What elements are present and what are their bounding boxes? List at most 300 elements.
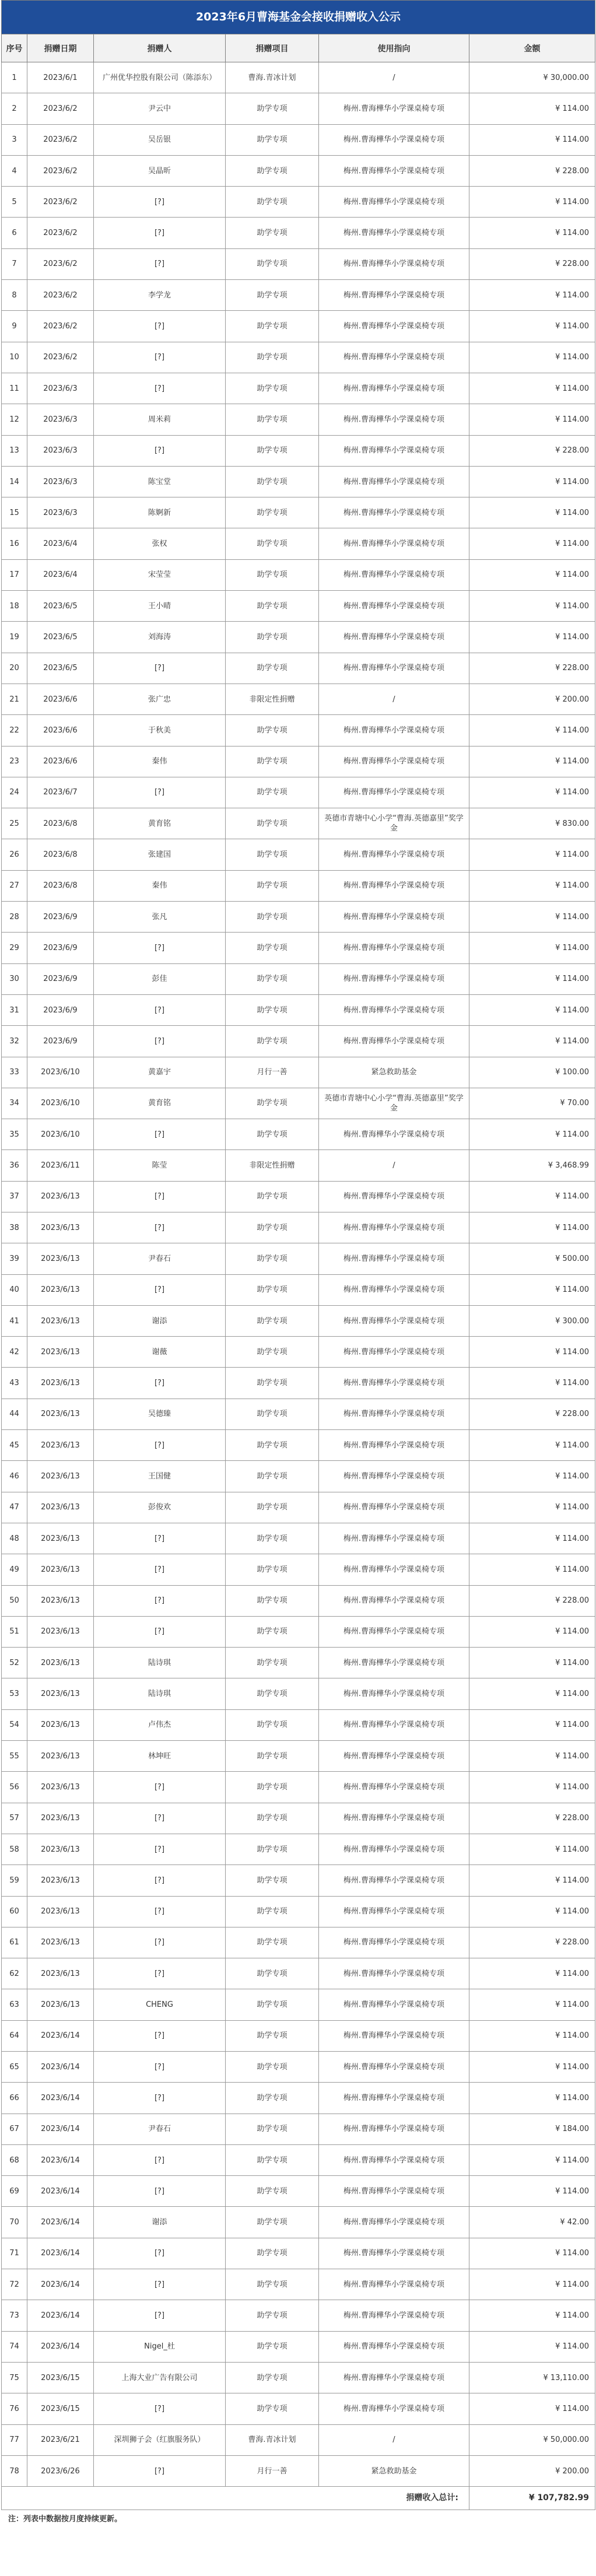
cell-amount: ¥ 13,110.00 [469,2362,595,2393]
cell-project: 曹海.青冰计划 [226,2424,319,2455]
cell-date: 2023/6/15 [27,2393,94,2424]
cell-donor: [?] [94,2052,226,2083]
cell-project: 助学专项 [226,528,319,559]
cell-usage: 紧急救助基金 [319,1057,469,1088]
cell-donor: [?] [94,1119,226,1150]
cell-usage: 梅州.曹海樺华小学课桌椅专项 [319,280,469,311]
cell-amount: ¥ 114.00 [469,466,595,497]
cell-project: 助学专项 [226,1181,319,1212]
cell-amount: ¥ 184.00 [469,2114,595,2144]
cell-project: 助学专项 [226,311,319,342]
cell-index: 32 [2,1026,27,1057]
cell-date: 2023/6/8 [27,870,94,901]
cell-index: 72 [2,2269,27,2300]
table-row [2,528,595,559]
cell-amount: ¥ 114.00 [469,1741,595,1772]
cell-amount: ¥ 114.00 [469,2144,595,2175]
cell-index: 46 [2,1461,27,1492]
cell-date: 2023/6/13 [27,1772,94,1803]
cell-date: 2023/6/4 [27,559,94,590]
cell-date: 2023/6/3 [27,435,94,466]
cell-project: 助学专项 [226,218,319,248]
cell-usage: 梅州.曹海樺华小学课桌椅专项 [319,124,469,155]
summary-row [2,2487,595,2510]
cell-usage: 梅州.曹海樺华小学课桌椅专项 [319,1492,469,1523]
cell-amount: ¥ 114.00 [469,1648,595,1678]
cell-date: 2023/6/14 [27,2331,94,2362]
table-row [2,497,595,528]
cell-index: 9 [2,311,27,342]
cell-amount: ¥ 500.00 [469,1243,595,1274]
table-row [2,1709,595,1740]
cell-donor: [?] [94,1212,226,1243]
cell-index: 63 [2,1989,27,2020]
cell-usage: 梅州.曹海樺华小学课桌椅专项 [319,528,469,559]
cell-date: 2023/6/13 [27,1803,94,1834]
table-row [2,559,595,590]
table-row [2,1337,595,1368]
cell-donor: [?] [94,2083,226,2114]
cell-donor: 广州优华控股有限公司（陈添东） [94,62,226,93]
cell-project: 月行一善 [226,2455,319,2486]
cell-donor: 陆诗琪 [94,1678,226,1709]
cell-donor: [?] [94,311,226,342]
cell-donor: 黄嘉宇 [94,1057,226,1088]
cell-date: 2023/6/2 [27,342,94,373]
cell-project: 助学专项 [226,994,319,1025]
cell-date: 2023/6/5 [27,622,94,653]
cell-date: 2023/6/13 [27,1678,94,1709]
cell-index: 41 [2,1305,27,1336]
cell-index: 62 [2,1958,27,1989]
cell-donor: [?] [94,218,226,248]
cell-index: 53 [2,1678,27,1709]
cell-index: 1 [2,62,27,93]
table-row [2,2052,595,2083]
cell-project: 助学专项 [226,1648,319,1678]
cell-usage: 梅州.曹海樺华小学课桌椅专项 [319,777,469,808]
cell-project: 助学专项 [226,1523,319,1554]
cell-project: 助学专项 [226,622,319,653]
cell-amount: ¥ 114.00 [469,1709,595,1740]
cell-usage: 梅州.曹海樺华小学课桌椅专项 [319,311,469,342]
cell-donor: [?] [94,187,226,218]
cell-amount: ¥ 228.00 [469,435,595,466]
cell-project: 助学专项 [226,280,319,311]
cell-usage: 梅州.曹海樺华小学课桌椅专项 [319,1368,469,1399]
donation-table [1,0,595,2510]
cell-amount: ¥ 114.00 [469,93,595,124]
cell-donor: Nigel_杜 [94,2331,226,2362]
cell-amount: ¥ 228.00 [469,1399,595,1429]
table-row [2,2300,595,2331]
cell-date: 2023/6/13 [27,1741,94,1772]
cell-index: 64 [2,2020,27,2051]
cell-index: 60 [2,1896,27,1927]
cell-amount: ¥ 114.00 [469,777,595,808]
cell-usage: 梅州.曹海樺华小学课桌椅专项 [319,933,469,963]
cell-date: 2023/6/8 [27,839,94,870]
cell-project: 助学专项 [226,653,319,684]
cell-index: 54 [2,1709,27,1740]
cell-project: 助学专项 [226,933,319,963]
cell-date: 2023/6/13 [27,1989,94,2020]
cell-usage: 梅州.曹海樺华小学课桌椅专项 [319,715,469,746]
table-row [2,1026,595,1057]
table-row [2,2144,595,2175]
table-row [2,963,595,994]
cell-usage: 梅州.曹海樺华小学课桌椅专项 [319,497,469,528]
cell-donor: [?] [94,2455,226,2486]
cell-donor: [?] [94,2020,226,2051]
cell-date: 2023/6/9 [27,1026,94,1057]
table-row [2,1243,595,1274]
cell-date: 2023/6/13 [27,1305,94,1336]
cell-index: 39 [2,1243,27,1274]
cell-date: 2023/6/2 [27,248,94,279]
cell-date: 2023/6/10 [27,1057,94,1088]
cell-index: 77 [2,2424,27,2455]
cell-usage: 梅州.曹海樺华小学课桌椅专项 [319,1461,469,1492]
cell-index: 16 [2,528,27,559]
cell-donor: 李学龙 [94,280,226,311]
cell-project: 助学专项 [226,1585,319,1616]
cell-index: 27 [2,870,27,901]
cell-donor: [?] [94,342,226,373]
cell-donor: [?] [94,1865,226,1896]
cell-usage: 梅州.曹海樺华小学课桌椅专项 [319,2144,469,2175]
cell-project: 助学专项 [226,1088,319,1119]
cell-project: 助学专项 [226,2083,319,2114]
table-row [2,715,595,746]
cell-amount: ¥ 114.00 [469,559,595,590]
cell-usage: 梅州.曹海樺华小学课桌椅专项 [319,1399,469,1429]
cell-date: 2023/6/14 [27,2020,94,2051]
cell-project: 助学专项 [226,124,319,155]
cell-usage: 梅州.曹海樺华小学课桌椅专项 [319,653,469,684]
cell-amount: ¥ 114.00 [469,870,595,901]
cell-amount: ¥ 114.00 [469,311,595,342]
cell-index: 26 [2,839,27,870]
cell-amount: ¥ 114.00 [469,1337,595,1368]
cell-donor: 秦伟 [94,870,226,901]
cell-amount: ¥ 114.00 [469,746,595,777]
cell-project: 助学专项 [226,902,319,933]
cell-index: 37 [2,1181,27,1212]
cell-date: 2023/6/3 [27,497,94,528]
cell-usage: 梅州.曹海樺华小学课桌椅专项 [319,2331,469,2362]
cell-date: 2023/6/3 [27,404,94,435]
cell-project: 助学专项 [226,1927,319,1958]
header-row [2,34,595,62]
cell-project: 助学专项 [226,1865,319,1896]
table-row [2,777,595,808]
table-body [2,62,595,2487]
header-usage: 使用指向 [319,34,469,62]
table-row [2,994,595,1025]
cell-project: 助学专项 [226,1896,319,1927]
cell-project: 助学专项 [226,93,319,124]
cell-date: 2023/6/5 [27,591,94,622]
cell-project: 助学专项 [226,2362,319,2393]
header-project: 捐赠项目 [226,34,319,62]
cell-project: 助学专项 [226,1554,319,1585]
cell-date: 2023/6/2 [27,218,94,248]
table-row [2,2393,595,2424]
cell-usage: 梅州.曹海樺华小学课桌椅专项 [319,1523,469,1554]
cell-usage: 梅州.曹海樺华小学课桌椅专项 [319,1865,469,1896]
cell-date: 2023/6/13 [27,1648,94,1678]
cell-date: 2023/6/21 [27,2424,94,2455]
cell-donor: 谢添 [94,2207,226,2238]
cell-project: 助学专项 [226,1803,319,1834]
cell-donor: [?] [94,2176,226,2207]
cell-usage: 梅州.曹海樺华小学课桌椅专项 [319,994,469,1025]
cell-index: 35 [2,1119,27,1150]
cell-project: 助学专项 [226,808,319,839]
cell-date: 2023/6/13 [27,1430,94,1461]
cell-donor: 张权 [94,528,226,559]
cell-index: 50 [2,1585,27,1616]
cell-index: 23 [2,746,27,777]
cell-date: 2023/6/26 [27,2455,94,2486]
cell-amount: ¥ 114.00 [469,2176,595,2207]
cell-amount: ¥ 114.00 [469,528,595,559]
cell-index: 8 [2,280,27,311]
cell-index: 19 [2,622,27,653]
cell-donor: [?] [94,1958,226,1989]
cell-project: 助学专项 [226,2052,319,2083]
cell-usage: 梅州.曹海樺华小学课桌椅专项 [319,902,469,933]
cell-date: 2023/6/13 [27,1368,94,1399]
cell-amount: ¥ 114.00 [469,1772,595,1803]
cell-project: 助学专项 [226,1337,319,1368]
cell-index: 6 [2,218,27,248]
cell-usage: 梅州.曹海樺华小学课桌椅专项 [319,2300,469,2331]
cell-donor: [?] [94,2300,226,2331]
cell-project: 助学专项 [226,342,319,373]
header-date: 捐赠日期 [27,34,94,62]
cell-date: 2023/6/14 [27,2269,94,2300]
table-row [2,1181,595,1212]
cell-amount: ¥ 114.00 [469,1430,595,1461]
cell-project: 助学专项 [226,1368,319,1399]
cell-date: 2023/6/14 [27,2114,94,2144]
cell-date: 2023/6/13 [27,1709,94,1740]
cell-date: 2023/6/13 [27,1399,94,1429]
cell-donor: 宋莹莹 [94,559,226,590]
table-row [2,435,595,466]
cell-date: 2023/6/5 [27,653,94,684]
cell-index: 59 [2,1865,27,1896]
cell-date: 2023/6/2 [27,124,94,155]
cell-index: 28 [2,902,27,933]
table-row [2,373,595,404]
cell-date: 2023/6/13 [27,1896,94,1927]
cell-date: 2023/6/2 [27,280,94,311]
cell-donor: 王国健 [94,1461,226,1492]
cell-index: 13 [2,435,27,466]
cell-usage: 梅州.曹海樺华小学课桌椅专项 [319,2114,469,2144]
table-row [2,311,595,342]
cell-amount: ¥ 114.00 [469,218,595,248]
cell-amount: ¥ 50,000.00 [469,2424,595,2455]
table-row [2,591,595,622]
cell-amount: ¥ 114.00 [469,2052,595,2083]
table-row [2,2114,595,2144]
cell-index: 73 [2,2300,27,2331]
cell-index: 49 [2,1554,27,1585]
table-row [2,1834,595,1864]
cell-date: 2023/6/2 [27,187,94,218]
cell-donor: 尹春石 [94,2114,226,2144]
cell-amount: ¥ 114.00 [469,1461,595,1492]
cell-donor: 谢薇 [94,1337,226,1368]
cell-donor: 张建国 [94,839,226,870]
cell-date: 2023/6/4 [27,528,94,559]
cell-date: 2023/6/10 [27,1088,94,1119]
cell-usage: 梅州.曹海樺华小学课桌椅专项 [319,1772,469,1803]
cell-index: 21 [2,684,27,714]
cell-usage: 梅州.曹海樺华小学课桌椅专项 [319,1026,469,1057]
cell-project: 非限定性捐赠 [226,1150,319,1181]
header-index: 序号 [2,34,27,62]
cell-donor: [?] [94,248,226,279]
cell-index: 78 [2,2455,27,2486]
cell-project: 助学专项 [226,1709,319,1740]
cell-date: 2023/6/13 [27,1274,94,1305]
cell-index: 17 [2,559,27,590]
cell-amount: ¥ 114.00 [469,2331,595,2362]
cell-date: 2023/6/9 [27,933,94,963]
cell-amount: ¥ 114.00 [469,1989,595,2020]
cell-date: 2023/6/9 [27,902,94,933]
cell-date: 2023/6/14 [27,2300,94,2331]
cell-usage: 梅州.曹海樺华小学课桌椅专项 [319,1803,469,1834]
table-row [2,1958,595,1989]
table-row [2,1119,595,1150]
cell-index: 5 [2,187,27,218]
cell-amount: ¥ 114.00 [469,373,595,404]
cell-project: 助学专项 [226,1834,319,1864]
cell-index: 57 [2,1803,27,1834]
cell-amount: ¥ 114.00 [469,2269,595,2300]
cell-donor: 尹春石 [94,1243,226,1274]
cell-amount: ¥ 114.00 [469,2083,595,2114]
cell-index: 30 [2,963,27,994]
cell-project: 助学专项 [226,466,319,497]
cell-usage: / [319,1150,469,1181]
table-row [2,1648,595,1678]
cell-usage: 梅州.曹海樺华小学课桌椅专项 [319,218,469,248]
table-row [2,93,595,124]
cell-date: 2023/6/3 [27,466,94,497]
cell-index: 10 [2,342,27,373]
cell-usage: 梅州.曹海樺华小学课桌椅专项 [319,2207,469,2238]
table-row [2,2331,595,2362]
cell-amount: ¥ 114.00 [469,1865,595,1896]
cell-project: 助学专项 [226,2300,319,2331]
cell-project: 助学专项 [226,2144,319,2175]
cell-usage: 梅州.曹海樺华小学课桌椅专项 [319,1834,469,1864]
cell-project: 助学专项 [226,435,319,466]
table-row [2,1865,595,1896]
cell-amount: ¥ 200.00 [469,684,595,714]
cell-usage: 梅州.曹海樺华小学课桌椅专项 [319,1554,469,1585]
cell-project: 助学专项 [226,1461,319,1492]
cell-index: 38 [2,1212,27,1243]
cell-amount: ¥ 114.00 [469,902,595,933]
cell-amount: ¥ 114.00 [469,1212,595,1243]
cell-donor: 吴岳银 [94,124,226,155]
cell-usage: 梅州.曹海樺华小学课桌椅专项 [319,1896,469,1927]
table-row [2,404,595,435]
cell-donor: [?] [94,1181,226,1212]
cell-usage: 梅州.曹海樺华小学课桌椅专项 [319,1212,469,1243]
cell-date: 2023/6/13 [27,1461,94,1492]
cell-amount: ¥ 114.00 [469,622,595,653]
cell-usage: 梅州.曹海樺华小学课桌椅专项 [319,2362,469,2393]
cell-amount: ¥ 114.00 [469,2300,595,2331]
cell-donor: CHENG [94,1989,226,2020]
cell-date: 2023/6/13 [27,1243,94,1274]
cell-amount: ¥ 114.00 [469,994,595,1025]
cell-project: 助学专项 [226,963,319,994]
cell-date: 2023/6/13 [27,1585,94,1616]
cell-amount: ¥ 114.00 [469,404,595,435]
table-row [2,1461,595,1492]
cell-project: 助学专项 [226,1616,319,1647]
cell-date: 2023/6/13 [27,1337,94,1368]
cell-amount: ¥ 200.00 [469,2455,595,2486]
table-row [2,124,595,155]
cell-donor: 张广忠 [94,684,226,714]
cell-index: 65 [2,2052,27,2083]
cell-date: 2023/6/1 [27,62,94,93]
table-row [2,1274,595,1305]
table-row [2,684,595,714]
table-row [2,2455,595,2486]
cell-usage: 梅州.曹海樺华小学课桌椅专项 [319,591,469,622]
table-row [2,1741,595,1772]
cell-index: 4 [2,155,27,186]
cell-donor: [?] [94,1274,226,1305]
cell-date: 2023/6/13 [27,1834,94,1864]
cell-amount: ¥ 114.00 [469,839,595,870]
cell-amount: ¥ 114.00 [469,1026,595,1057]
cell-index: 2 [2,93,27,124]
cell-usage: 英德市青塘中心小学“曹海.英德嘉里”奖学金 [319,1088,469,1119]
cell-project: 助学专项 [226,870,319,901]
cell-amount: ¥ 114.00 [469,1274,595,1305]
table-row [2,839,595,870]
cell-index: 15 [2,497,27,528]
cell-usage: 梅州.曹海樺华小学课桌椅专项 [319,1305,469,1336]
cell-amount: ¥ 114.00 [469,1896,595,1927]
cell-donor: [?] [94,933,226,963]
cell-project: 助学专项 [226,1399,319,1429]
cell-project: 曹海.青冰计划 [226,62,319,93]
cell-usage: 梅州.曹海樺华小学课桌椅专项 [319,2020,469,2051]
cell-date: 2023/6/14 [27,2207,94,2238]
cell-date: 2023/6/13 [27,1523,94,1554]
cell-amount: ¥ 228.00 [469,248,595,279]
cell-usage: 梅州.曹海樺华小学课桌椅专项 [319,622,469,653]
cell-usage: 梅州.曹海樺华小学课桌椅专项 [319,746,469,777]
cell-project: 助学专项 [226,2393,319,2424]
cell-amount: ¥ 114.00 [469,933,595,963]
cell-donor: 尹云中 [94,93,226,124]
